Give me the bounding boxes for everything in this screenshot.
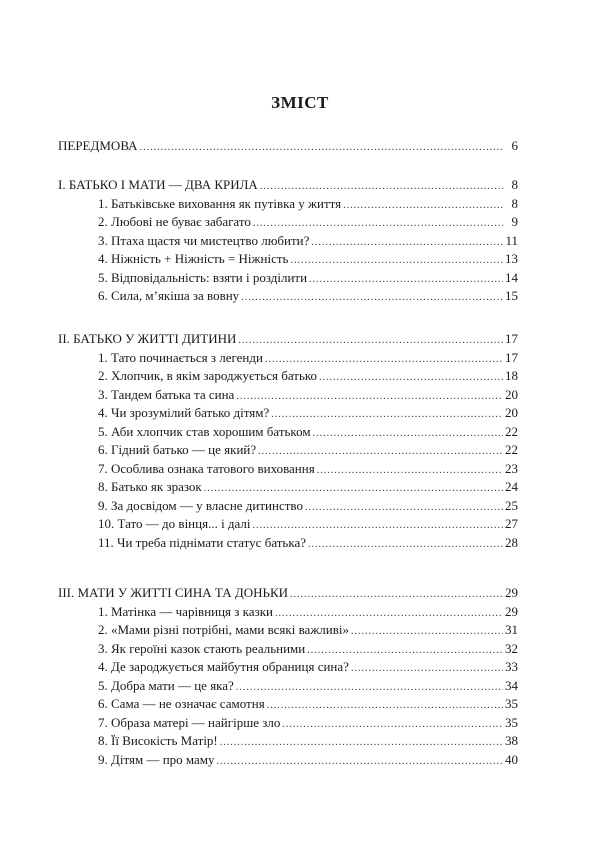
toc-entry-label: 1. Матінка — чарівниця з казки bbox=[98, 603, 273, 619]
dot-leader bbox=[307, 640, 503, 661]
toc-entry-label: 7. Образа матері — найгірше зло bbox=[98, 714, 281, 730]
toc-section-heading[interactable] bbox=[58, 584, 518, 603]
toc-page-number: 27 bbox=[505, 516, 518, 531]
dot-leader bbox=[311, 232, 503, 253]
toc-entry[interactable] bbox=[58, 460, 518, 479]
toc-entry-label: 9. За досвідом — у власне дитинство bbox=[98, 497, 303, 513]
toc-entry-label: 3. Тандем батька та сина bbox=[98, 386, 235, 402]
dot-leader bbox=[260, 176, 504, 197]
toc-page-number: 9 bbox=[511, 214, 518, 229]
toc-page-number: 14 bbox=[505, 269, 518, 285]
toc-entry[interactable] bbox=[58, 195, 518, 214]
toc-page-number: 18 bbox=[505, 368, 518, 383]
toc-page-number: 33 bbox=[505, 659, 518, 674]
toc-section-3 bbox=[58, 584, 518, 769]
toc-page-number: 20 bbox=[505, 386, 518, 402]
toc-section-2 bbox=[58, 330, 518, 552]
dot-leader bbox=[319, 367, 503, 388]
dot-leader bbox=[236, 677, 503, 698]
toc-foreword bbox=[58, 137, 518, 156]
dot-leader bbox=[351, 658, 503, 679]
toc-page-number: 17 bbox=[505, 349, 518, 365]
toc-entry-label: 4. Де зароджується майбутня обраниця сина? bbox=[98, 659, 349, 674]
toc-entry[interactable] bbox=[58, 349, 518, 368]
dot-leader bbox=[241, 287, 503, 308]
toc-entry[interactable] bbox=[58, 497, 518, 516]
dot-leader bbox=[290, 250, 503, 271]
toc-page-number: 29 bbox=[505, 585, 518, 600]
toc-page-number: 8 bbox=[511, 177, 518, 192]
dot-leader bbox=[275, 603, 503, 624]
toc-entry-label: ІІІ. МАТИ У ЖИТТІ СИНА ТА ДОНЬКИ bbox=[58, 585, 289, 600]
dot-leader bbox=[317, 460, 503, 481]
toc-entry[interactable] bbox=[58, 732, 518, 751]
toc-entry[interactable] bbox=[58, 515, 518, 534]
toc-entry-label: 5. Аби хлопчик став хорошим батьком bbox=[98, 423, 311, 439]
dot-leader bbox=[258, 441, 503, 462]
toc-page-number: 35 bbox=[505, 696, 518, 711]
toc-entry-label: 5. Добра мати — це яка? bbox=[98, 677, 234, 693]
toc-entry-label: 1. Тато починається з легенди bbox=[98, 349, 263, 365]
dot-leader bbox=[265, 349, 503, 370]
toc-page-number: 31 bbox=[505, 622, 518, 637]
dot-leader bbox=[253, 213, 504, 234]
toc-entry-label: 2. Хлопчик, в якім зароджується батько bbox=[98, 368, 318, 383]
toc-entry[interactable] bbox=[58, 232, 518, 251]
dot-leader bbox=[282, 714, 503, 735]
toc-page-number: 38 bbox=[505, 733, 518, 748]
dot-leader bbox=[236, 386, 503, 407]
toc-entry-foreword[interactable] bbox=[58, 137, 518, 156]
toc-page-number: 6 bbox=[511, 138, 518, 153]
dot-leader bbox=[290, 584, 503, 605]
dot-leader bbox=[309, 269, 503, 290]
toc-page-number: 32 bbox=[505, 640, 518, 656]
toc-entry-label: 3. Як героїні казок стають реальними bbox=[98, 640, 306, 656]
toc-entry-label: 6. Сила, м’якіша за вовну bbox=[98, 288, 240, 303]
toc-page-number: 22 bbox=[505, 423, 518, 439]
dot-leader bbox=[238, 330, 503, 351]
dot-leader bbox=[217, 751, 503, 772]
toc-entry[interactable] bbox=[58, 404, 518, 423]
dot-leader bbox=[305, 497, 503, 518]
toc-entry[interactable] bbox=[58, 441, 518, 460]
toc-page-number: 13 bbox=[505, 251, 518, 266]
toc-entry-label: ІІ. БАТЬКО У ЖИТТІ ДИТИНИ bbox=[58, 331, 237, 346]
toc-page-number: 15 bbox=[505, 288, 518, 303]
toc-section-heading[interactable] bbox=[58, 330, 518, 349]
toc-entry-label: 11. Чи треба піднімати статус батька? bbox=[98, 534, 307, 550]
toc-entry[interactable] bbox=[58, 603, 518, 622]
toc-page-number: 23 bbox=[505, 460, 518, 476]
toc-entry[interactable] bbox=[58, 695, 518, 714]
page-title: ЗМІСТ bbox=[271, 93, 329, 112]
toc-entry[interactable] bbox=[58, 677, 518, 696]
toc-entry-label: 1. Батьківське виховання як путівка у життя bbox=[98, 195, 342, 211]
dot-leader bbox=[267, 695, 503, 716]
toc-entry[interactable] bbox=[58, 534, 518, 553]
dot-leader bbox=[204, 478, 503, 499]
toc-page-number: 35 bbox=[505, 714, 518, 730]
dot-leader bbox=[140, 137, 504, 158]
dot-leader bbox=[343, 195, 504, 216]
toc-entry-label: 6. Гідний батько — це який? bbox=[98, 442, 257, 457]
toc-section-1 bbox=[58, 176, 518, 306]
toc-entry[interactable] bbox=[58, 367, 518, 386]
toc-entry[interactable] bbox=[58, 269, 518, 288]
toc-entry[interactable] bbox=[58, 287, 518, 306]
toc-entry-label: 10. Тато — до вінця... і далі bbox=[98, 516, 251, 531]
toc-entry[interactable] bbox=[58, 658, 518, 677]
toc-page-number: 25 bbox=[505, 497, 518, 513]
toc-page-number: 29 bbox=[505, 603, 518, 619]
toc-entry-label: 3. Птаха щастя чи мистецтво любити? bbox=[98, 232, 310, 248]
toc-entry-label: 4. Ніжність + Ніжність = Ніжність bbox=[98, 251, 289, 266]
toc-entry[interactable] bbox=[58, 423, 518, 442]
toc-entry[interactable] bbox=[58, 621, 518, 640]
dot-leader bbox=[308, 534, 503, 555]
toc-page-number: 11 bbox=[505, 232, 518, 248]
toc-entry[interactable] bbox=[58, 213, 518, 232]
toc-entry-label: І. БАТЬКО І МАТИ — ДВА КРИЛА bbox=[58, 177, 258, 192]
toc-entry[interactable] bbox=[58, 714, 518, 733]
toc-page-number: 17 bbox=[505, 331, 518, 346]
toc-entry[interactable] bbox=[58, 250, 518, 269]
toc-entry[interactable] bbox=[58, 751, 518, 770]
toc-entry-label: 5. Відповідальність: взяти і розділити bbox=[98, 269, 308, 285]
toc-entry-label: 6. Сама — не означає самотня bbox=[98, 696, 265, 711]
toc-entry[interactable] bbox=[58, 640, 518, 659]
dot-leader bbox=[313, 423, 503, 444]
toc-entry[interactable] bbox=[58, 478, 518, 497]
dot-leader bbox=[220, 732, 503, 753]
toc-entry[interactable] bbox=[58, 386, 518, 405]
toc-entry-label: 2. Любові не буває забагато bbox=[98, 214, 251, 229]
toc-entry-label: 8. Батько як зразок bbox=[98, 479, 202, 494]
toc-page-number: 34 bbox=[505, 677, 518, 693]
toc-entry-label: ПЕРЕДМОВА bbox=[58, 138, 138, 153]
toc-entry-label: 9. Дітям — про маму bbox=[98, 751, 215, 767]
toc-page-number: 22 bbox=[505, 442, 518, 457]
toc-entry-label: 8. Її Високість Матір! bbox=[98, 733, 218, 748]
dot-leader bbox=[351, 621, 503, 642]
dot-leader bbox=[271, 404, 503, 425]
toc-page-number: 20 bbox=[505, 405, 518, 420]
toc-page-number: 8 bbox=[511, 195, 518, 211]
toc-entry-label: 2. «Мами різні потрібні, мами всякі важливі» bbox=[98, 622, 349, 637]
toc-entry-label: 7. Особлива ознака татового виховання bbox=[98, 460, 315, 476]
toc-page-number: 24 bbox=[505, 479, 518, 494]
toc-page-number: 40 bbox=[505, 751, 518, 767]
toc-page-number: 28 bbox=[505, 534, 518, 550]
toc-section-heading[interactable] bbox=[58, 176, 518, 195]
toc-entry-label: 4. Чи зрозумілий батько дітям? bbox=[98, 405, 270, 420]
dot-leader bbox=[253, 515, 503, 536]
